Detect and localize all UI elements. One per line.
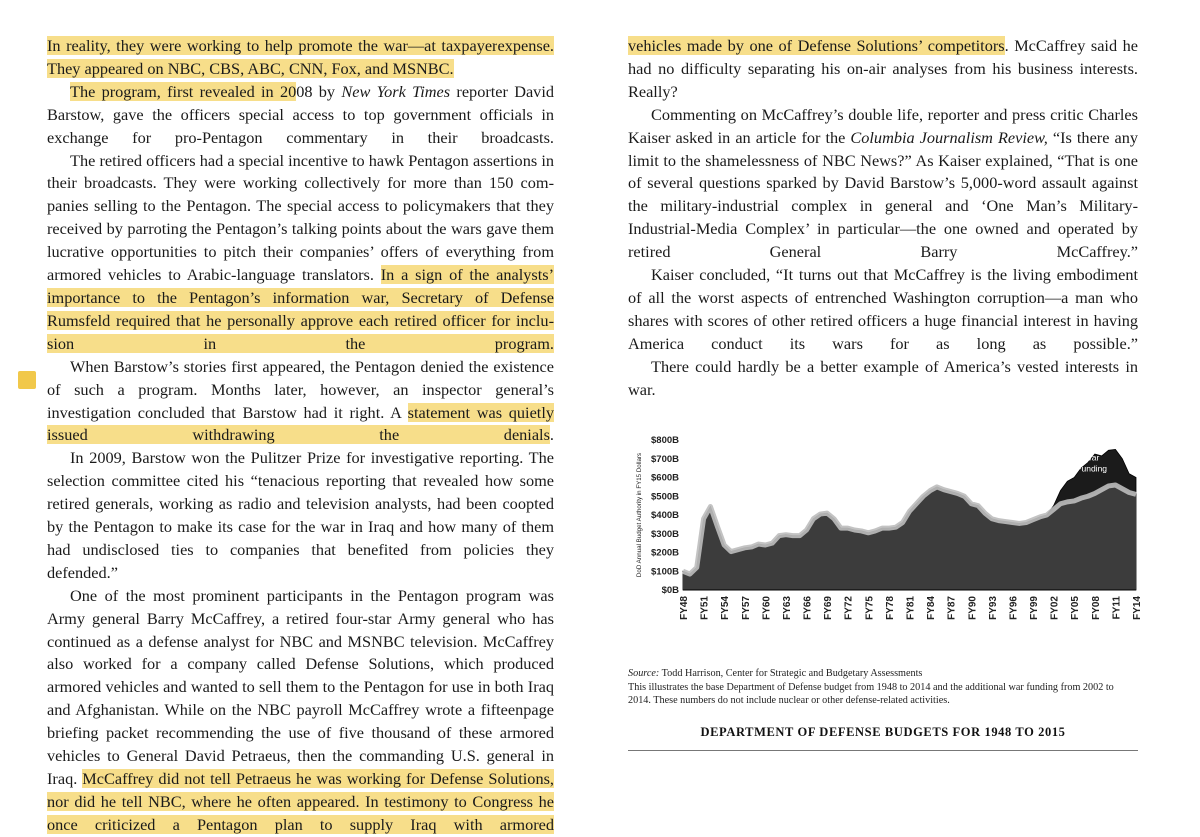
x-tick-label: FY63: [782, 596, 793, 620]
source-label: Source:: [628, 668, 660, 679]
x-tick-label: FY99: [1029, 596, 1040, 620]
text-run: There could hardly be a better example of America’s vested interests in war.: [628, 356, 1138, 399]
y-tick-label: $200B: [651, 547, 679, 559]
x-tick-label: FY69: [823, 596, 835, 620]
figure-caption: This illustrates the base Department of Defense budget from 1948 to 2014 and the additional war funding from 2002 to 2014. These numbers do not include nuclear or other defense-related activities.: [628, 681, 1114, 707]
text-run: Commenting on McCaffrey’s double life, reporter and press critic Charles Kaiser asked in an article for the: [628, 104, 1138, 147]
left-column: [47, 35, 554, 837]
paragraph: [47, 35, 554, 81]
x-tick-label: FY81: [905, 596, 917, 620]
x-tick-label: FY51: [699, 596, 711, 620]
y-tick-label: $0B: [661, 585, 679, 596]
highlighted-text[interactable]: vehicles made by one of Defense Solutions’ competitors: [628, 36, 1005, 55]
annotation-label: War: [1084, 452, 1100, 463]
highlighted-text[interactable]: expense. They appeared on NBC, CBS, ABC, CNN, Fox, and MSNBC.: [47, 36, 554, 78]
text-run: Columbia Journalism Review,: [850, 127, 1048, 147]
y-tick-label: $300B: [651, 528, 679, 540]
budget-chart: [628, 428, 1143, 648]
paragraph: [47, 447, 554, 584]
x-tick-label: FY02: [1049, 596, 1061, 620]
text-run: In 2009, Barstow won the Pulitzer Prize for investigative reporting. The selection committee cited his “tenacious reporting that revealed how some retired generals, working as radio and television analysts, had been coopted by the Pentagon to make its case for the war in Iraq and how many of them had undisclosed ties to companies that benefited from policies they defended.”: [47, 448, 554, 582]
x-tick-label: FY54: [720, 596, 732, 620]
text-run: .: [549, 425, 554, 445]
paragraph: [47, 356, 554, 448]
paragraph: [628, 104, 1138, 264]
x-tick-label: FY05: [1070, 596, 1082, 620]
text-run: One of the most prominent participants in the Pentagon program was Army general Barry McCaffrey, a retired four-star Army general who has continued as a defense analyst for NBC and MSNBC television. McCaffrey also worked for a company called Defense Solutions, which produced armored vehicles and wanted to sell them to the Pentagon for use in both Iraq and Afghanistan. While on the NBC payroll McCaffrey wrote a fifteenpage briefing packet recommending the use of five thousand of these armored vehicles to General David Petraeus, then the commanding U.S. general in Iraq.: [47, 585, 554, 788]
text-run: “Is there any limit to the shamelessness of NBC News?” As Kaiser explained, “That is one of several questions sparked by David Barstow’s 5,000-word assault against the military-industrial complex in general and ‘One Man’s Military-Industrial-Media Complex’ in particular—the one owned and operated by retired General Barry McCaffrey.”: [628, 127, 1138, 262]
text-run: reporter David Barstow, gave the officers special access to top government officials in exchange for pro-Pentagon commentary in their broadcasts.: [47, 81, 554, 147]
x-tick-label: FY96: [1008, 596, 1020, 620]
right-column: [628, 35, 1138, 402]
y-tick-label: $700B: [651, 453, 679, 465]
text-run: The retired officers had a special incentive to hawk Pentagon assertions in their broadcasts. They were working collectively for more than 150 companies selling to the Pentagon. The special access to policymakers that they received by parroting the Pentagon’s talking points about the wars gave them lucrative opportunities to pitch their companies’ offers of everything from armored vehicles to Arabic-language translators.: [47, 150, 554, 285]
budget-chart-svg: [628, 428, 1143, 648]
y-tick-label: $500B: [651, 491, 679, 503]
highlighted-text[interactable]: statement was quietly issued withdrawing the denials: [47, 402, 554, 445]
y-tick-label: $600B: [651, 472, 679, 484]
y-tick-label: $100B: [651, 566, 679, 578]
x-tick-label: FY78: [884, 596, 896, 620]
x-tick-label: FY87: [946, 596, 958, 620]
divider: [628, 750, 1138, 751]
paragraph: [628, 264, 1138, 356]
figure-title: DEPARTMENT OF DEFENSE BUDGETS FOR 1948 TO 2015: [700, 725, 1066, 739]
highlighted-text[interactable]: McCaffrey did not tell Petraeus he was working for Defense Solutions, nor did he tell NBC, where he often appeared. In testimony to Congress he once criticized a Pentagon plan to supply Iraq with armored: [47, 769, 554, 834]
note-marker-icon[interactable]: [18, 371, 36, 389]
text-run: When Barstow’s stories first appeared, the Pentagon denied the existence of such a program. Months later, however, an inspector general’s investigation concluded that Barstow had it right. A: [47, 356, 554, 422]
x-tick-label: FY60: [761, 596, 773, 620]
text-run: Kaiser concluded, “It turns out that McCaffrey is the living embodiment of all the worst aspects of entrenched Washington corruption—a man who shares with scores of other retired officers a huge financial interest in having America conduct its wars for as long as possible.”: [628, 265, 1138, 353]
figure-source: [628, 667, 1138, 708]
annotation-label: Funding: [1076, 463, 1108, 474]
paragraph: [47, 150, 554, 356]
source-text: Todd Harrison, Center for Strategic and Budgetary Assessments: [659, 668, 923, 679]
paragraph: [47, 585, 554, 837]
x-tick-label: FY84: [926, 596, 938, 620]
x-tick-label: FY75: [864, 596, 876, 620]
x-tick-label: FY57: [740, 596, 752, 620]
x-tick-label: FY90: [967, 596, 979, 620]
paragraph: [628, 35, 1138, 104]
x-tick-label: FY66: [802, 596, 814, 620]
text-run: New York Times: [341, 81, 451, 101]
x-tick-label: FY08: [1090, 596, 1102, 620]
text-run: 08 by: [296, 81, 342, 101]
highlighted-text[interactable]: In reality, they were working to help promote the war—at taxpayer: [47, 36, 498, 55]
paragraph: [47, 81, 554, 150]
text-run: . McCaffrey said he had no difficulty separating his on-air analyses from his business interests. Really?: [628, 36, 1138, 101]
x-tick-label: FY14: [1132, 596, 1143, 620]
x-tick-label: FY72: [843, 596, 855, 620]
y-axis-title: DoD Annual Budget Authority in FY15 Dollars: [636, 452, 643, 578]
y-tick-label: $800B: [651, 435, 679, 446]
x-tick-label: FY48: [679, 596, 690, 620]
highlighted-text[interactable]: In a sign of the analysts’ importance to the Pentagon’s information war, Secretary of Defense Rumsfeld required that he personally approve each retired officer for inclusion in the program.: [47, 265, 554, 353]
x-tick-label: FY11: [1111, 596, 1123, 620]
highlighted-text[interactable]: The program, first revealed in 20: [70, 81, 297, 101]
y-tick-label: $400B: [651, 510, 679, 521]
x-tick-label: FY93: [987, 596, 999, 620]
paragraph: [628, 356, 1138, 402]
source-line: [628, 667, 1138, 681]
